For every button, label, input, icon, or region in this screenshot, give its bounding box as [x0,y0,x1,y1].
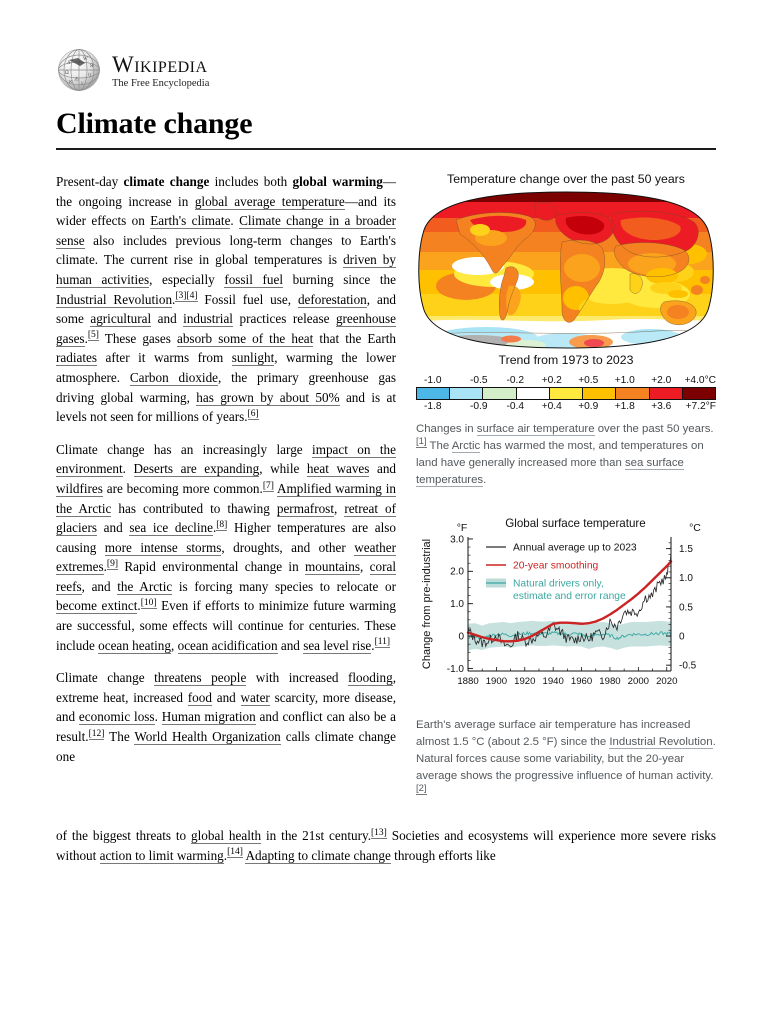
y-right-label-0: -0.5 [679,660,697,672]
scale-f-label-2: -0.4 [506,401,525,412]
scale-swatch-0 [417,388,450,399]
article-content [56,172,716,865]
x-tick-label-0: 1880 [457,676,479,687]
temperature-map-figure [416,172,716,489]
legend-label-natural-1: Natural drivers only, [513,578,604,590]
y-left-label-4: 3.0 [450,534,464,546]
map-title: Temperature change over the past 50 years [447,172,685,186]
y-left-label-3: 2.0 [450,566,464,578]
scale-swatch-6 [616,388,649,399]
x-tick-label-4: 1960 [570,676,593,687]
chart-caption: Earth's average surface air temperature has increased almost 1.5 °C (about 2.5 °F) since the Industrial Revolution. Natural forces cause some variability, but the 20-year average shows the progressive influence of human activity.[2] [416,719,716,795]
svg-text:א: א [69,80,73,85]
y-left-label-1: 0 [458,631,464,643]
scale-swatch-4 [550,388,583,399]
scale-f-label-1: -0.9 [469,401,488,412]
scale-c-label-7: +4.0°C [684,375,716,386]
scale-c-label-5: +1.0 [614,375,635,386]
y-left-label-0: -1.0 [446,663,464,675]
scale-color-bar [416,387,716,400]
scale-c-label-3: +0.2 [541,375,562,386]
scale-swatch-8 [683,388,715,399]
map-subtitle: Trend from 1973 to 2023 [498,353,634,367]
x-tick-label-2: 1920 [514,676,536,687]
x-tick-label-7: 2020 [656,676,678,687]
lead-paragraph-1: Present-day climate change includes both global warming—the ongoing increase in global average temperature—and its wider effects on Earth's climate. Climate change in a broader sense also includes previous long-term changes to Earth's climate. The current rise in global temperatures is driven by human activities, especially fossil fuel burning since the Industrial Revolution.[3][4] Fossil fuel use, deforestation, and some agricultural and industrial practices release greenhouse gases.[5] These gases absorb some of the heat that the Earth radiates after it warms from sunlight, warming the lower atmosphere. Carbon dioxide, the primary greenhouse gas driving global warming, has grown by about 50% and is at levels not seen for millions of years.[6] [56,174,397,425]
scale-celsius-labels [416,375,716,386]
svg-text:ᚦ: ᚦ [81,82,85,87]
page-title: Climate change [56,107,253,140]
x-tick-label-3: 1940 [542,676,564,687]
world-temperature-map [416,190,716,350]
scale-swatch-2 [483,388,516,399]
legend-label-natural-2: estimate and error range [513,591,626,602]
x-tick-label-6: 2000 [627,676,650,687]
svg-text:あ: あ [74,78,80,83]
scale-c-label-2: -0.2 [506,375,525,386]
title-divider [56,148,716,150]
scale-swatch-7 [650,388,683,399]
left-axis-unit: °F [456,522,468,534]
scale-f-label-4: +0.9 [578,401,599,412]
chart-title: Global surface temperature [505,517,646,530]
lead-paragraph-3-start: Climate change threatens people with increased flooding, extreme heat, increased food and water scarcity, more disease, and economic loss. Human migration and conflict can also be a result.[12] The World Health Organization calls climate change one [56,670,397,764]
svg-text:り: り [87,74,93,79]
scale-swatch-5 [583,388,616,399]
svg-text:Ω: Ω [65,71,69,76]
scale-swatch-3 [517,388,550,399]
y-right-label-1: 0 [679,631,685,643]
wikipedia-wordmark [112,47,209,90]
y-axis-label: Change from pre-industrial [421,538,433,670]
article-header [56,47,716,150]
scale-swatch-1 [450,388,483,399]
svg-text:Я: Я [90,64,94,69]
lead-paragraph-2: Climate change has an increasingly large impact on the environment. Deserts are expanding, while heat waves and wildfires are becoming more common.[7] Amplified warming in the Arctic has contributed to thawing permafrost, retreat of glaciers and sea ice decline.[8] Higher temperatures are also causing more intense storms, droughts, and other weather extremes.[9] Rapid environmental change in mountains, coral reefs, and the Arctic is forcing many species to relocate or become extinct.[10] Even if efforts to minimize future warming are successful, some effects will continue for centuries. These include ocean heating, ocean acidification and sea level rise.[11] [56,441,397,653]
legend-label-annual: Annual average up to 2023 [513,542,637,554]
scale-f-label-7: +7.2°F [685,401,716,412]
y-left-label-2: 1.0 [450,599,464,611]
lead-paragraph-3-continued: of the biggest threats to global health in the 21st century.[13] Societies and ecosystems will experience more severe risks without action to limit warming.[14] Adapting to climate change through efforts like [56,827,716,863]
scale-c-label-0: -1.0 [424,375,442,386]
right-axis-unit: °C [689,522,701,534]
wikipedia-globe-icon [56,47,102,93]
article-body-column [56,172,396,779]
scale-c-label-6: +2.0 [651,375,672,386]
wikipedia-tagline: The Free Encyclopedia [112,78,210,89]
scale-f-label-5: +1.8 [614,401,635,412]
global-surface-temperature-chart [416,513,716,708]
temperature-color-scale [416,375,716,412]
wikipedia-name: Wikipedia [112,52,208,77]
x-tick-label-5: 1980 [599,676,621,687]
figure-column [416,172,716,826]
scale-c-label-4: +0.5 [578,375,599,386]
svg-text:W: W [83,57,88,62]
wikipedia-branding [56,47,716,93]
scale-c-label-1: -0.5 [469,375,488,386]
svg-text:A: A [67,61,71,66]
map-caption: Changes in surface air temperature over the past 50 years.[1] The Arctic has warmed the most, and temperatures on land have generally increased more than sea surface temperatures. [416,423,714,486]
y-right-label-2: 0.5 [679,602,693,614]
scale-f-label-0: -1.8 [424,401,442,412]
x-tick-label-1: 1900 [485,676,508,687]
global-surface-temperature-figure [416,513,716,802]
y-right-label-4: 1.5 [679,544,693,556]
scale-fahrenheit-labels [416,401,716,412]
scale-f-label-6: +3.6 [651,401,672,412]
scale-f-label-3: +0.4 [541,401,562,412]
y-right-label-3: 1.0 [679,573,693,585]
legend-label-smoothing: 20-year smoothing [513,560,599,572]
